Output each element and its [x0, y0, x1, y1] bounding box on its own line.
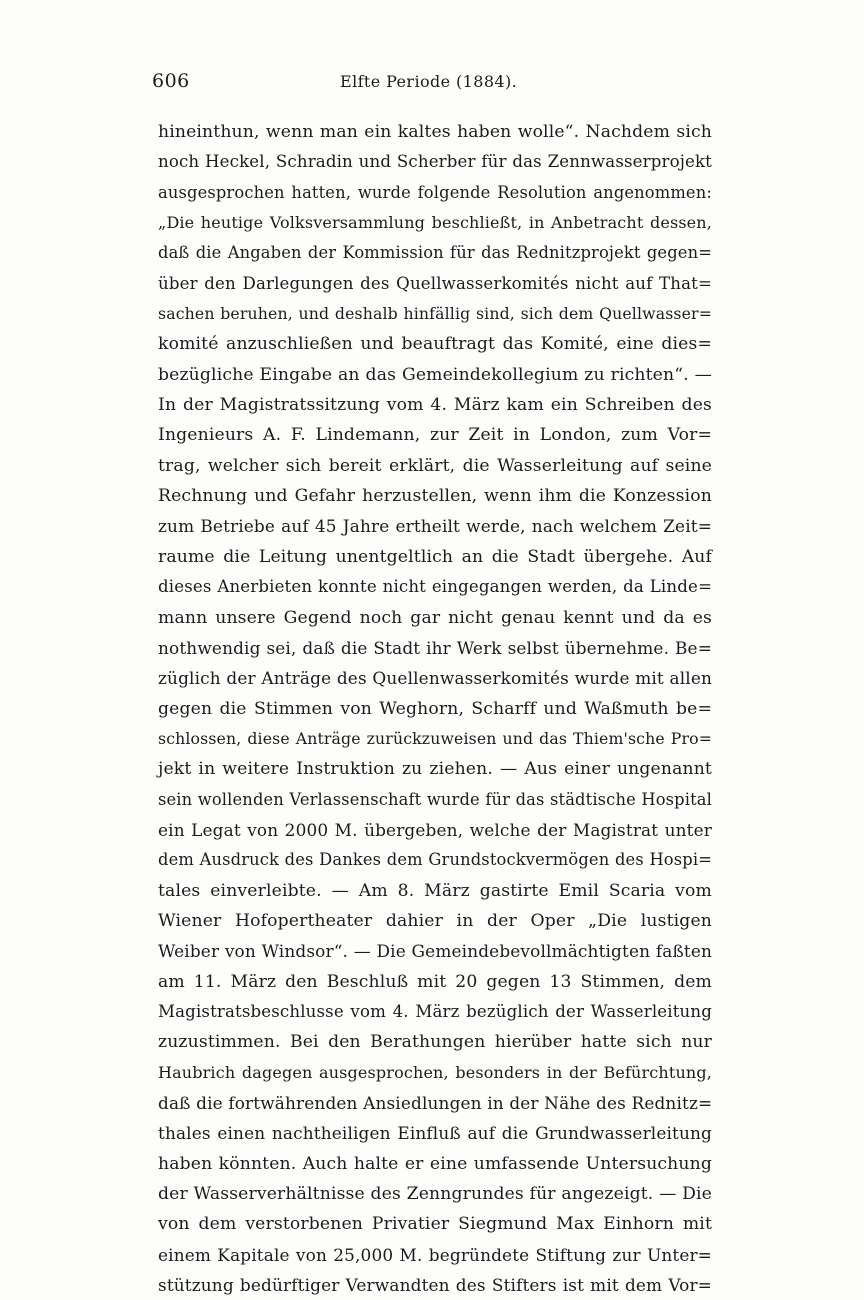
text-line: mann unsere Gegend noch gar nicht genau kennt und da es: [158, 607, 712, 628]
text-line: züglich der Anträge des Quellenwasserkomités wurde mit allen: [158, 668, 712, 689]
text-line: In der Magistratssitzung vom 4. März kam ein Schreiben des: [158, 395, 712, 416]
text-line: stützung bedürftiger Verwandten des Stifters ist mit dem Vor=: [158, 1275, 712, 1296]
running-head: [152, 70, 712, 100]
text-line: sachen beruhen, und deshalb hinfällig sind, sich dem Quellwasser=: [158, 304, 712, 324]
text-line: Haubrich dagegen ausgesprochen, besonders in der Befürchtung,: [158, 1062, 712, 1082]
text-line: Rechnung und Gefahr herzustellen, wenn ihm die Konzession: [158, 486, 712, 507]
text-line: von dem verstorbenen Privatier Siegmund Max Einhorn mit: [158, 1214, 712, 1235]
text-line: ausgesprochen hatten, wurde folgende Resolution angenommen:: [158, 182, 712, 202]
text-line: sein wollenden Verlassenschaft wurde für das städtische Hospital: [158, 789, 712, 809]
text-line: nothwendig sei, daß die Stadt ihr Werk selbst übernehme. Be=: [158, 637, 712, 658]
text-line: daß die fortwährenden Ansiedlungen in der Nähe des Rednitz=: [158, 1093, 713, 1113]
body-text: [158, 117, 712, 1300]
text-line: über den Darlegungen des Quellwasserkomités nicht auf That=: [158, 273, 712, 293]
text-line: raume die Leitung unentgeltlich an die Stadt übergehe. Auf: [158, 546, 712, 567]
page-number: 606: [152, 70, 190, 92]
text-line: tales einverleibte. — Am 8. März gastirte Emil Scaria vom: [158, 880, 712, 901]
text-line: einem Kapitale von 25,000 M. begründete Stiftung zur Unter=: [158, 1244, 712, 1265]
text-line: dieses Anerbieten konnte nicht eingegangen werden, da Linde=: [158, 577, 712, 597]
text-line: zuzustimmen. Bei den Berathungen hierüber hatte sich nur: [158, 1032, 712, 1053]
text-line: schlossen, diese Anträge zurückzuweisen und das Thiem'sche Pro=: [158, 728, 712, 748]
text-line: der Wasserverhältnisse des Zenngrundes für angezeigt. — Die: [158, 1184, 712, 1205]
text-line: am 11. März den Beschluß mit 20 gegen 13 Stimmen, dem: [158, 971, 712, 992]
text-line: Weiber von Windsor“. — Die Gemeindebevollmächtigten faßten: [158, 941, 712, 962]
text-line: Wiener Hofopertheater dahier in der Oper „Die lustigen: [158, 910, 712, 931]
running-title: Elfte Periode (1884).: [340, 72, 518, 91]
text-line: komité anzuschließen und beauftragt das Komité, eine dies=: [158, 334, 712, 355]
text-line: noch Heckel, Schradin und Scherber für das Zennwasserprojekt: [158, 152, 712, 172]
text-line: ein Legat von 2000 M. übergeben, welche der Magistrat unter: [158, 819, 712, 840]
text-line: dem Ausdruck des Dankes dem Grundstockvermögen des Hospi=: [158, 850, 712, 870]
text-line: jekt in weitere Instruktion zu ziehen. — Aus einer ungenannt: [158, 759, 712, 780]
text-line: Ingenieurs A. F. Lindemann, zur Zeit in London, zum Vor=: [158, 425, 712, 446]
text-line: „Die heutige Volksversammlung beschließt, in Anbetracht dessen,: [158, 213, 712, 233]
text-line: daß die Angaben der Kommission für das Rednitzprojekt gegen=: [158, 243, 712, 263]
text-line: gegen die Stimmen von Weghorn, Scharff und Waßmuth be=: [158, 698, 712, 719]
text-line: haben könnten. Auch halte er eine umfassende Untersuchung: [158, 1153, 712, 1174]
text-line: bezügliche Eingabe an das Gemeindekollegium zu richten“. —: [158, 364, 712, 385]
text-line: Magistratsbeschlusse vom 4. März bezüglich der Wasserleitung: [158, 1001, 712, 1021]
text-line: hineinthun, wenn man ein kaltes haben wolle“. Nachdem sich: [158, 122, 712, 142]
text-line: thales einen nachtheiligen Einfluß auf die Grundwasserleitung: [158, 1123, 712, 1144]
text-line: zum Betriebe auf 45 Jahre ertheilt werde, nach welchem Zeit=: [158, 516, 712, 537]
text-line: trag, welcher sich bereit erklärt, die Wasserleitung auf seine: [158, 455, 712, 476]
